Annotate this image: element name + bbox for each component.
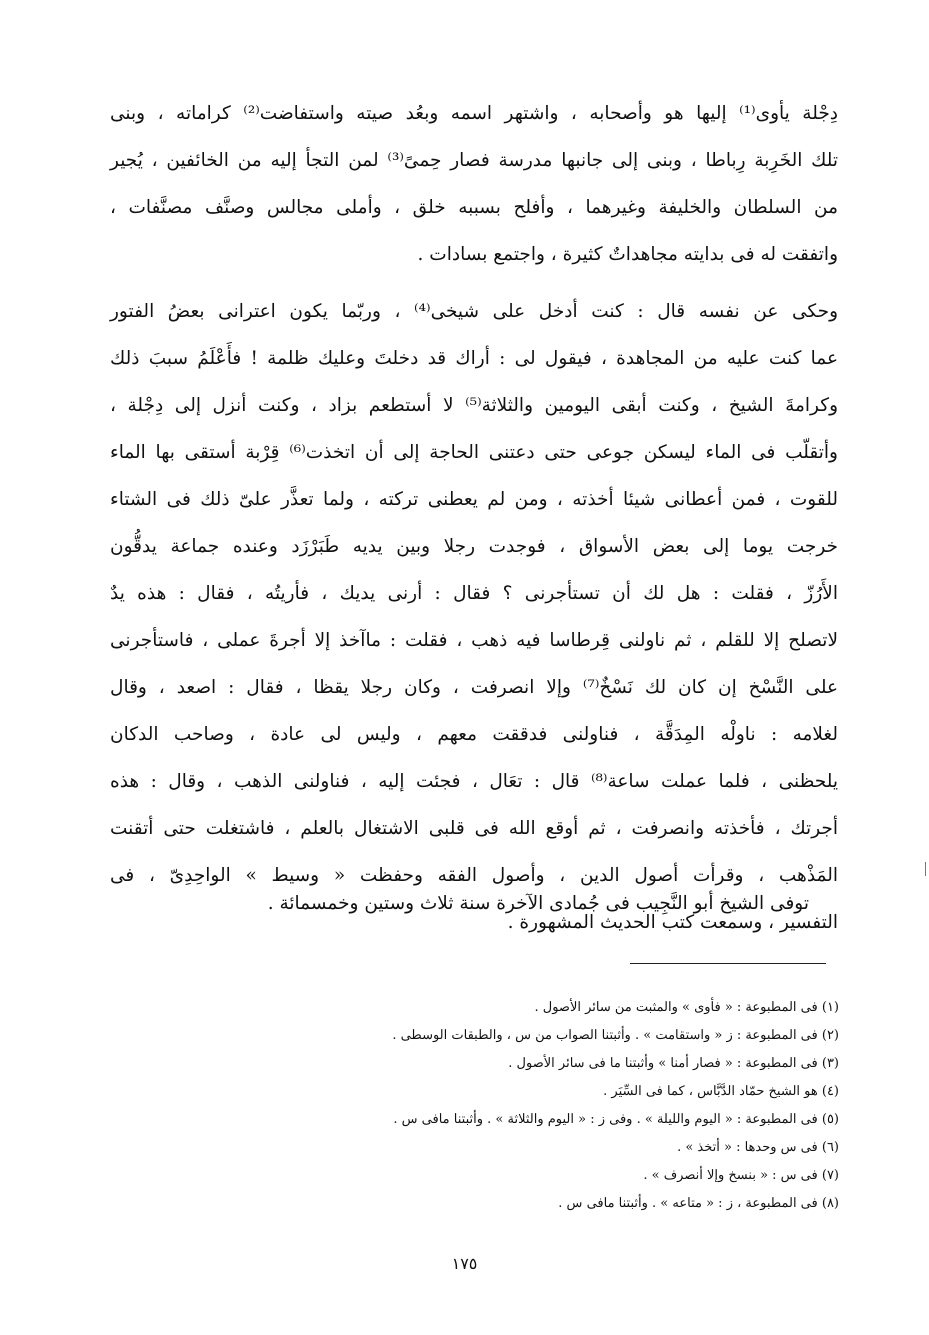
text-line: المَذْهب ، وقرأت أصول الدين ، وأصول الفقه وحفظت « وسيط » الواحِدِىّ ، فى (110, 865, 838, 886)
closing-paragraph: توفى الشيخ أبو النَّجِيب فى جُمادى الآخرة سنة ثلاث وستين وخمسمائة . (267, 893, 809, 914)
text-line: أجرتك ، فأخذته وانصرفت ، ثم أوقع الله فى قلبى الاشتغال بالعلم ، فاشتغلت حتى أتقنت (110, 818, 838, 839)
text-line: خرجت يوما إلى بعض الأسواق ، فوجدت رجلا وبين يديه طَبَرْزَد وعنده جماعة يدقُّون (110, 536, 838, 557)
text-line: وكرامةَ الشيخ ، وكنت أبقى اليومين والثلاثة⁽⁵⁾ لا أستطعم بزاد ، وكنت أنزل إلى دِجْلة ، (110, 395, 838, 416)
footnotes (139, 994, 839, 1218)
text-line: لغلامه : ناولْه المِدَقَّة ، فناولنى فدققت معهم ، وليس لى عادة ، وصاحب الدكان (110, 724, 838, 745)
paragraph-1 (110, 90, 838, 278)
footnote-8: (٨) فى المطبوعة ، ز : « متاعه » . وأثبتنا مافى س . (558, 1196, 839, 1211)
footnote-5: (٥) فى المطبوعة : « اليوم والليلة » . وفى ز : « اليوم والثلاثة » . وأثبتنا مافى س . (393, 1112, 839, 1127)
text-line: التفسير ، وسمعت كتب الحديث المشهورة . (507, 912, 838, 933)
text-line: دِجْلة يأوى⁽¹⁾ إليها هو وأصحابه ، واشتهر اسمه وبعُد صيته واستفاضت⁽²⁾ كراماته ، وبنى (110, 103, 838, 124)
text-line: من السلطان والخليفة وغيرهما ، وأفلح بسببه خلق ، وأملى مجالس وصنَّف مصنَّفات ، (110, 197, 838, 218)
paragraph-2 (110, 288, 838, 946)
text-line: عما كنت عليه من المجاهدة ، فيقول لى : أراك قد دخلتَ وعليك ظلمة ! فأَعْلَمُ سببَ ذلك (110, 348, 838, 369)
footnote-6: (٦) فى س وحدها : « أتخذ » . (677, 1140, 839, 1155)
text-line: تلك الخَرِبة رِباطا ، وبنى إلى جانبها مدرسة فصار حِمىً⁽³⁾ لمن التجأ إليه من الخائفين ، يُجير (110, 150, 838, 171)
margin-tick (925, 862, 926, 876)
main-text (110, 90, 838, 946)
text-line: للقوت ، فمن أعطانى شيئا أخذته ، ومن لم يعطنى تركته ، ولما تعذَّر علىّ ذلك فى الشتاء (110, 489, 838, 510)
text-line: لاتصلح إلا للقلم ، ثم ناولنى قِرطاسا فيه ذهب ، فقلت : ماآخذ إلا أجرةَ عملى ، فاستأجرنى (110, 630, 838, 651)
footnote-1: (١) فى المطبوعة : « فأوى » والمثبت من سائر الأصول . (534, 1000, 839, 1015)
footnote-divider (630, 963, 826, 964)
text-line: وحكى عن نفسه قال : كنت أدخل على شيخى⁽⁴⁾ ، وربّما يكون اعترانى بعضُ الفتور (110, 301, 838, 322)
text-line: على النَّسْخ إن كان لك نَسْخٌ⁽⁷⁾ وإلا انصرفت ، وكان رجلا يقظا ، فقال : اصعد ، وقال (110, 677, 838, 698)
text-line: يلحظنى ، فلما عملت ساعة⁽⁸⁾ قال : تعَال ، فجئت إليه ، فناولنى الذهب ، وقال : هذه (110, 771, 838, 792)
text-line: واتفقت له فى بدايته مجاهداتٌ كثيرة ، واجتمع بسادات . (417, 244, 838, 265)
footnote-7: (٧) فى س : « بنسخ وإلا أنصرف » . (643, 1168, 839, 1183)
footnote-4: (٤) هو الشيخ حمّاد الدَّبَّاس ، كما فى السِّيَر . (603, 1084, 839, 1099)
text-line: الأَرُزّ ، فقلت : هل لك أن تستأجرنى ؟ فقال : أرنى يديك ، فأريتُه ، فقال : هذه يدٌ (110, 583, 838, 604)
page-number: ١٧٥ (451, 1254, 478, 1273)
text-line: وأتقلّب فى الماء ليسكن جوعى حتى دعتنى الحاجة إلى أن اتخذت⁽⁶⁾ قِرْبة أستقى بها الماء (110, 442, 838, 463)
footnote-3: (٣) فى المطبوعة : « فصار أمنا » وأثبتنا ما فى سائر الأصول . (508, 1056, 839, 1071)
footnote-2: (٢) فى المطبوعة : ز « واستقامت » . وأثبتنا الصواب من س ، والطبقات الوسطى . (392, 1028, 839, 1043)
